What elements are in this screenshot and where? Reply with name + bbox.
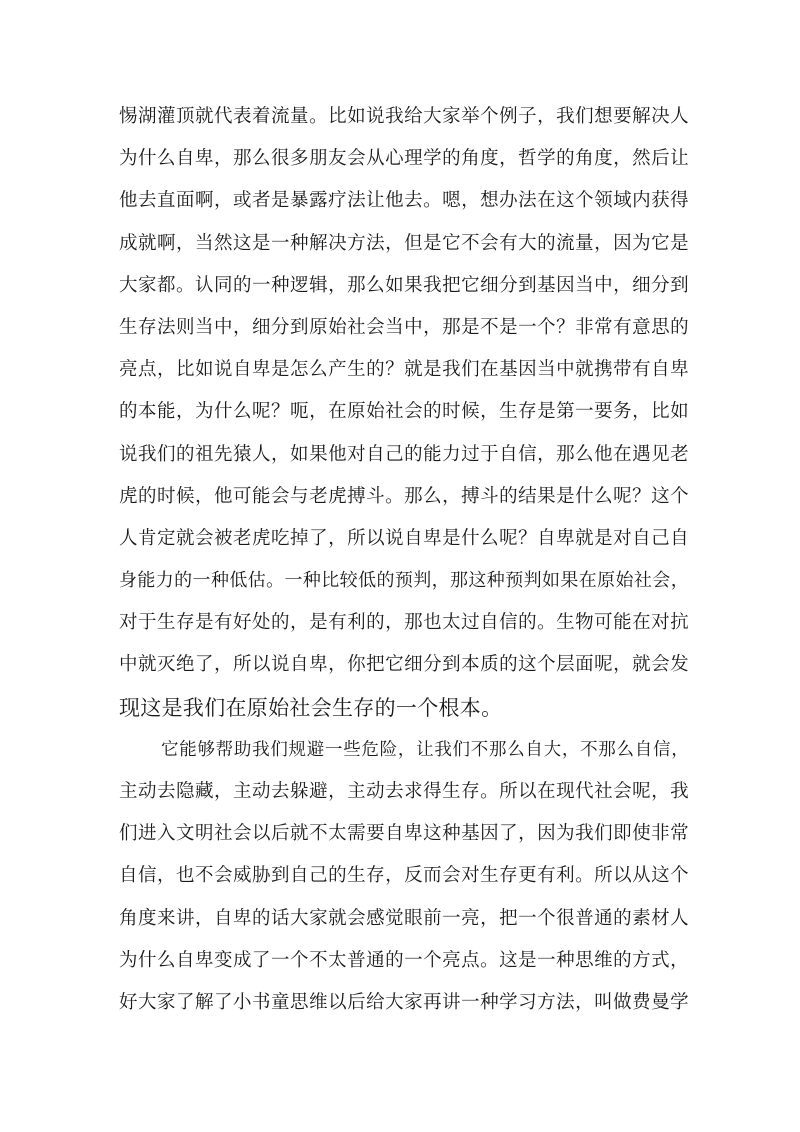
text-line: 们进入文明社会以后就不太需要自卑这种基因了，因为我们即使非常 bbox=[119, 823, 689, 845]
body-text bbox=[119, 96, 689, 1024]
text-line: 虎的时候，他可能会与老虎搏斗。那么，搏斗的结果是什么呢？这个 bbox=[119, 485, 689, 507]
text-line: 角度来讲，自卑的话大家就会感觉眼前一亮，把一个很普通的素材人 bbox=[119, 907, 689, 929]
text-line: 的本能，为什么呢？呃，在原始社会的时候，生存是第一要务，比如 bbox=[119, 401, 689, 423]
text-line: 身能力的一种低估。一种比较低的预判，那这种预判如果在原始社会， bbox=[119, 570, 689, 592]
paragraph-1 bbox=[119, 96, 689, 729]
text-line: 现这是我们在原始社会生存的一个根本。 bbox=[119, 695, 503, 720]
text-line: 自信，也不会威胁到自己的生存，反而会对生存更有利。所以从这个 bbox=[119, 865, 689, 887]
text-line: 好大家了解了小书童思维以后给大家再讲一种学习方法，叫做费曼学 bbox=[119, 991, 689, 1013]
text-line: 主动去隐藏，主动去躲避，主动去求得生存。所以在现代社会呢，我 bbox=[119, 781, 689, 802]
text-line: 为什么自卑，那么很多朋友会从心理学的角度，哲学的角度，然后让 bbox=[119, 148, 689, 170]
text-line: 为什么自卑变成了一个不太普通的一个亮点。这是一种思维的方式， bbox=[119, 949, 689, 971]
text-line: 大家都。认同的一种逻辑，那么如果我把它细分到基因当中，细分到 bbox=[119, 274, 689, 296]
paragraph-2 bbox=[119, 729, 689, 1024]
text-line: 亮点，比如说自卑是怎么产生的？就是我们在基因当中就携带有自卑 bbox=[119, 359, 689, 381]
text-line: 说我们的祖先猿人，如果他对自己的能力过于自信，那么他在遇见老 bbox=[119, 443, 689, 465]
text-line: 人肯定就会被老虎吃掉了，所以说自卑是什么呢？自卑就是对自己自 bbox=[119, 527, 689, 549]
text-line: 惕湖灌顶就代表着流量。比如说我给大家举个例子，我们想要解决人 bbox=[119, 106, 689, 127]
text-line: 他去直面啊，或者是暴露疗法让他去。嗯，想办法在这个领域内获得 bbox=[119, 190, 689, 212]
text-line: 生存法则当中，细分到原始社会当中，那是不是一个？非常有意思的 bbox=[119, 316, 689, 338]
text-line: 中就灭绝了，所以说自卑，你把它细分到本质的这个层面呢，就会发 bbox=[119, 654, 689, 676]
text-line: 对于生存是有好处的，是有利的，那也太过自信的。生物可能在对抗 bbox=[119, 612, 689, 634]
text-line: 它能够帮助我们规避一些危险，让我们不那么自大，不那么自信， bbox=[161, 739, 689, 760]
text-line: 成就啊，当然这是一种解决方法，但是它不会有大的流量，因为它是 bbox=[119, 232, 689, 254]
